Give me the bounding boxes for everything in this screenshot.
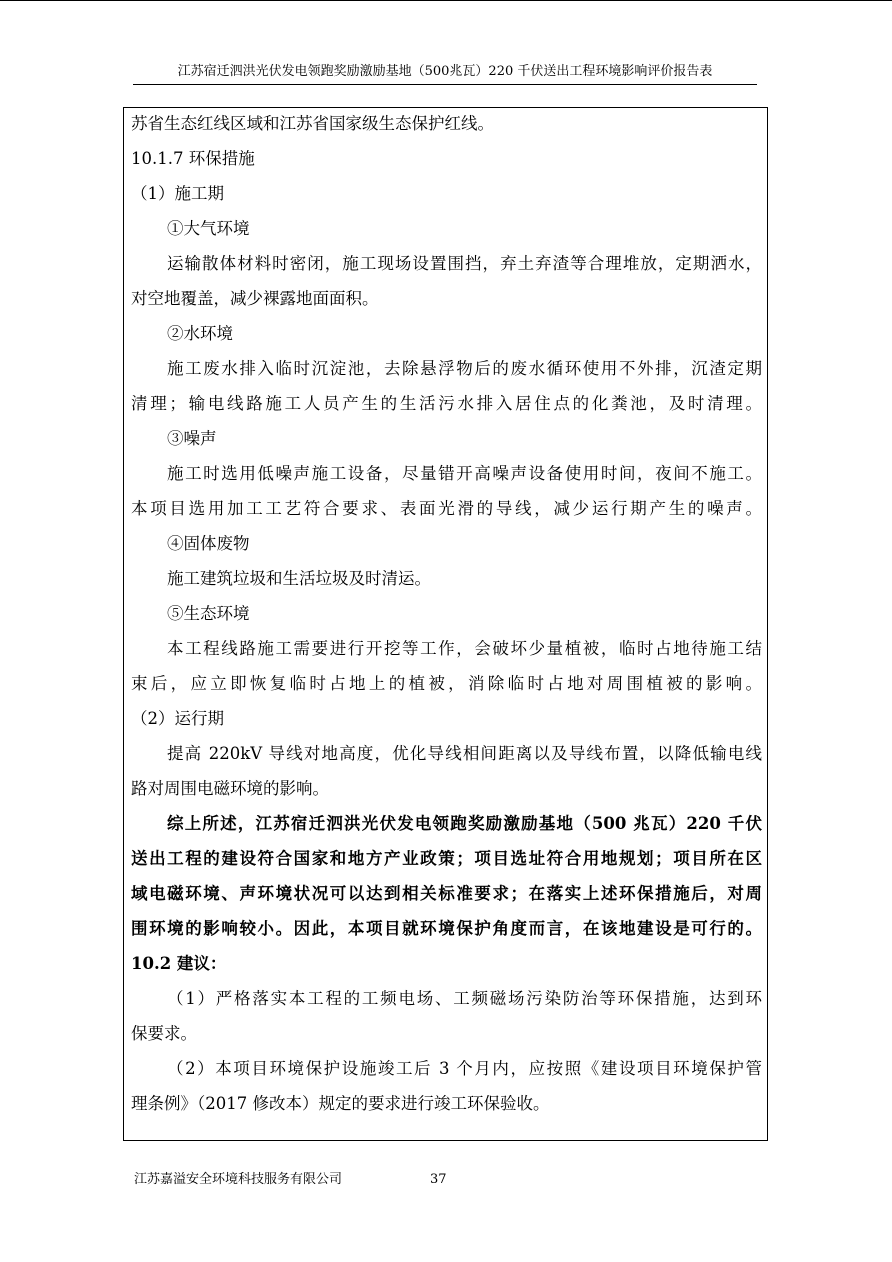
paragraph-line: 束后，应立即恢复临时占地上的植被，消除临时占地对周围植被的影响。 <box>131 674 762 693</box>
recommendation-line: 理条例》（2017 修改本）规定的要求进行竣工环保验收。 <box>131 1094 550 1113</box>
recommendation-line: （1）严格落实本工程的工频电场、工频磁场污染防治等环保措施，达到环 <box>167 989 762 1008</box>
recommendation-line: 保要求。 <box>131 1024 197 1043</box>
item-heading-solid-waste: ④固体废物 <box>167 534 250 553</box>
paragraph-line: 施工建筑垃圾和生活垃圾及时清运。 <box>167 569 431 588</box>
paragraph-line: 路对周围电磁环境的影响。 <box>131 779 329 798</box>
item-heading-water: ②水环境 <box>167 324 233 343</box>
subheading-construction-period: （1）施工期 <box>131 184 224 203</box>
footer-company-name: 江苏嘉溢安全环境科技服务有限公司 <box>134 1172 343 1187</box>
header-rule <box>133 84 757 85</box>
conclusion-line: 送出工程的建设符合国家和地方产业政策；项目选址符合用地规划；项目所在区 <box>131 849 762 868</box>
paragraph-line: 本项目选用加工工艺符合要求、表面光滑的导线，减少运行期产生的噪声。 <box>131 499 762 518</box>
page-top-rule <box>0 0 892 1</box>
footer-page-number: 37 <box>430 1172 447 1187</box>
paragraph-line: 苏省生态红线区域和江苏省国家级生态保护红线。 <box>131 114 494 133</box>
paragraph-line: 运输散体材料时密闭，施工现场设置围挡，弃土弃渣等合理堆放，定期洒水， <box>167 254 762 273</box>
item-heading-atmosphere: ①大气环境 <box>167 219 250 238</box>
paragraph-line: 施工废水排入临时沉淀池，去除悬浮物后的废水循环使用不外排，沉渣定期 <box>167 359 762 378</box>
section-heading-10-1-7: 10.1.7 环保措施 <box>131 149 255 168</box>
page-header-title: 江苏宿迁泗洪光伏发电领跑奖励激励基地（500兆瓦）220 千伏送出工程环境影响评价报告表 <box>177 64 713 79</box>
item-heading-ecology: ⑤生态环境 <box>167 604 250 623</box>
paragraph-line: 清理；输电线路施工人员产生的生活污水排入居住点的化粪池，及时清理。 <box>131 394 762 413</box>
document-body <box>131 106 762 1121</box>
paragraph-line: 施工时选用低噪声施工设备，尽量错开高噪声设备使用时间，夜间不施工。 <box>167 464 762 483</box>
subheading-operation-period: （2）运行期 <box>131 709 224 728</box>
paragraph-line: 提高 220kV 导线对地高度，优化导线相间距离以及导线布置，以降低输电线 <box>167 744 762 763</box>
conclusion-line: 综上所述，江苏宿迁泗洪光伏发电领跑奖励激励基地（500 兆瓦）220 千伏 <box>167 814 762 833</box>
item-heading-noise: ③噪声 <box>167 429 217 448</box>
paragraph-line: 对空地覆盖，减少裸露地面面积。 <box>131 289 379 308</box>
recommendation-line: （2）本项目环境保护设施竣工后 3 个月内，应按照《建设项目环境保护管 <box>167 1059 762 1078</box>
conclusion-line: 域电磁环境、声环境状况可以达到相关标准要求；在落实上述环保措施后，对周 <box>131 884 762 903</box>
conclusion-line: 围环境的影响较小。因此，本项目就环境保护角度而言，在该地建设是可行的。 <box>131 919 762 938</box>
paragraph-line: 本工程线路施工需要进行开挖等工作，会破坏少量植被，临时占地待施工结 <box>167 639 762 658</box>
section-heading-10-2: 10.2 建议： <box>131 954 227 973</box>
